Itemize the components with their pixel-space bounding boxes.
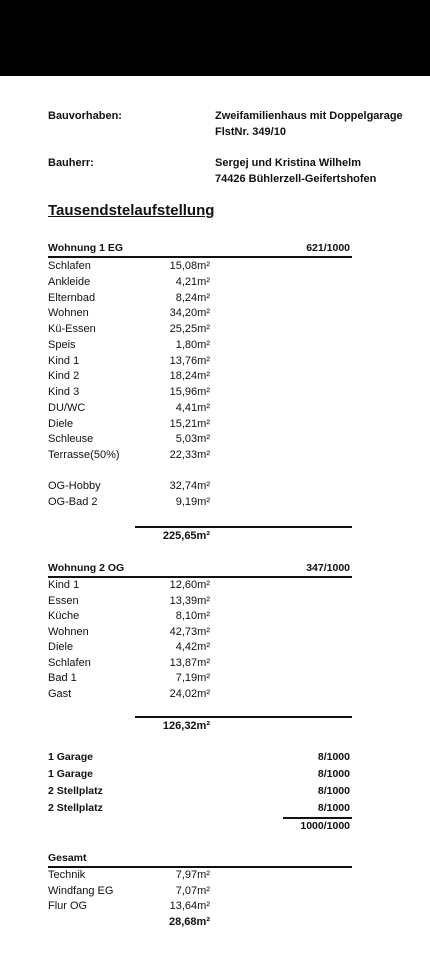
room-area: 12,60m² [169,579,210,591]
room-area: 24,02m² [169,687,210,700]
garage-share: 8/1000 [317,802,350,814]
room-name: Kind 2 [48,370,80,383]
gesamt-total: 28,68m² [169,916,210,928]
room-name: Kü-Essen [48,323,96,335]
room-name: Kind 1 [48,354,80,367]
room-name: Diele [48,641,74,653]
room-area: 13,39m² [169,594,210,607]
page-title: Tausendstelaufstellung [48,202,215,219]
room-area: 4,41m² [175,401,210,414]
room-area: 25,25m² [169,323,210,335]
room-area: 7,07m² [175,884,210,897]
room-name: Gast [48,687,72,700]
wohnung1-total-divider [135,526,352,528]
top-black-bar [0,0,430,76]
room-name: Schleuse [48,433,94,446]
room-name: Speis [48,338,76,351]
room-name: Wohnen [48,625,89,638]
room-name: Elternbad [48,291,96,304]
bauherr-line1: Sergej und Kristina Wilhelm [215,157,361,169]
room-name: OG-Bad 2 [48,495,98,508]
room-name: Diele [48,417,74,430]
room-area: 13,87m² [169,656,210,669]
room-area: 15,08m² [169,260,210,272]
garage-name: 2 Stellplatz [48,802,103,814]
wohnung2-share: 347/1000 [306,562,350,574]
garage-share: 8/1000 [317,751,350,763]
bauvorhaben-line2: FlstNr. 349/10 [215,126,286,138]
wohnung1-heading: Wohnung 1 EG [48,242,124,254]
room-area: 7,19m² [175,672,210,684]
room-area: 8,10m² [175,610,210,622]
garage-name: 2 Stellplatz [48,785,103,797]
room-name: DU/WC [48,401,86,414]
room-area: 15,21m² [169,417,210,430]
garage-total-divider [283,817,352,819]
room-area: 7,97m² [175,869,210,881]
room-area: 9,19m² [175,495,210,508]
room-name: Wohnen [48,307,89,320]
room-area: 8,24m² [175,291,210,304]
room-name: Technik [48,869,86,881]
room-area: 15,96m² [169,386,210,398]
room-name: Ankleide [48,275,91,288]
total-share: 1000/1000 [300,820,350,832]
garage-share: 8/1000 [317,785,350,797]
room-name: Bad 1 [48,672,77,684]
room-name: Windfang EG [48,884,114,897]
wohnung2-heading: Wohnung 2 OG [48,562,125,574]
room-name: Essen [48,594,79,607]
room-area: 42,73m² [169,625,210,638]
room-area: 34,20m² [169,307,210,320]
room-area: 13,76m² [169,354,210,367]
room-name: Schlafen [48,260,91,272]
room-name: OG-Hobby [48,479,101,492]
bauherr-label: Bauherr: [48,157,94,169]
bauherr-line2: 74426 Bühlerzell-Geifertshofen [215,173,377,185]
wohnung1-total: 225,65m² [162,530,210,542]
garage-name: 1 Garage [48,768,93,780]
room-area: 13,64m² [169,900,210,912]
garage-name: 1 Garage [48,751,93,763]
wohnung1-divider [48,256,352,258]
room-area: 1,80m² [175,338,210,351]
wohnung2-total-divider [135,716,352,718]
bauvorhaben-label: Bauvorhaben: [48,110,122,122]
room-area: 4,42m² [175,641,210,653]
room-area: 18,24m² [169,370,210,383]
room-area: 5,03m² [175,433,210,446]
room-name: Flur OG [48,900,88,912]
wohnung1-share: 621/1000 [306,242,350,254]
room-area: 22,33m² [169,449,210,461]
room-area: 4,21m² [175,275,210,288]
wohnung2-total: 126,32m² [162,720,210,732]
gesamt-heading: Gesamt [48,852,87,864]
garage-share: 8/1000 [317,768,350,780]
room-name: Terrasse(50%) [48,449,120,461]
room-area: 32,74m² [169,479,210,492]
room-name: Schlafen [48,656,91,669]
bauvorhaben-line1: Zweifamilienhaus mit Doppelgarage [215,110,403,122]
room-name: Küche [48,610,80,622]
room-name: Kind 3 [48,386,80,398]
room-name: Kind 1 [48,579,80,591]
